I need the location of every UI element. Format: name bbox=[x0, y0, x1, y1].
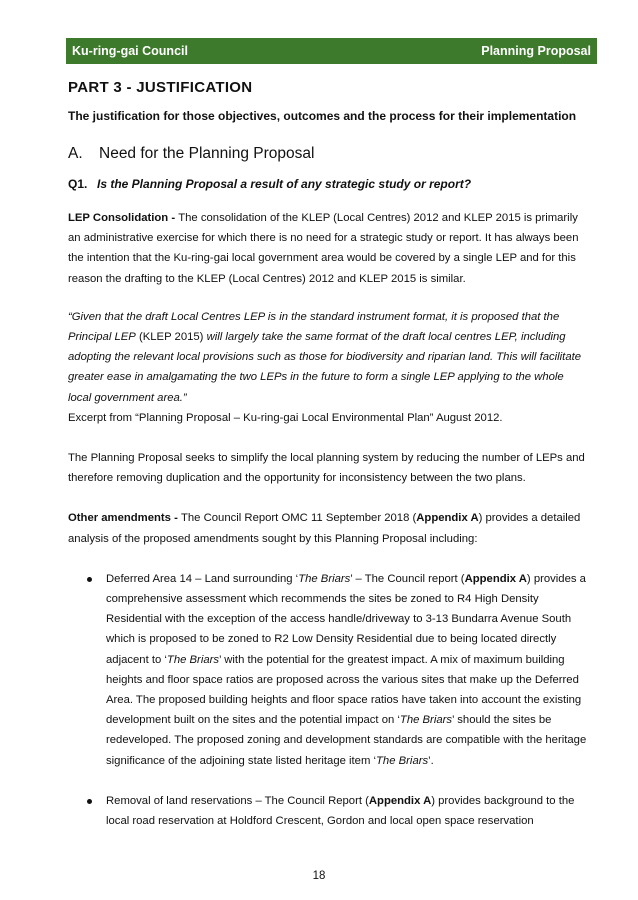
quote-paragraph bbox=[68, 307, 590, 428]
bullet-appendix: Appendix A bbox=[368, 794, 432, 807]
bullet-text: ) provides a comprehensive assessment which recommends the sites be zoned to R4 High Density Residential with the exception of the access handle/driveway to 3-13 Bundarra Avenue South which is proposed to be zoned to R2 Low Density Residential due to being located directly adjacent to ‘ bbox=[106, 572, 586, 666]
other-heading: Other amendments - bbox=[68, 512, 181, 525]
bullet-text: ) provides background to the local road reservation at Holdford Crescent, Gordon and local open space reservation bbox=[106, 794, 575, 828]
question-number: Q1. bbox=[68, 177, 88, 191]
list-item bbox=[68, 791, 590, 831]
header-council: Ku-ring-gai Council bbox=[72, 44, 188, 58]
page-content bbox=[68, 78, 590, 831]
bullet-text: ’ should the sites be redeveloped. The proposed zoning and development standards are compatible with the heritage significance of the adjoining state listed heritage item ‘ bbox=[106, 714, 587, 767]
amendments-list bbox=[68, 569, 590, 831]
bullet-text: Removal of land reservations – The Council Report ( bbox=[106, 794, 369, 807]
bullet-appendix: Appendix A bbox=[464, 572, 527, 585]
bullet-italic: The Briars bbox=[298, 572, 351, 585]
bullet-italic: The Briars bbox=[399, 714, 453, 727]
question-text: Is the Planning Proposal a result of any strategic study or report? bbox=[97, 177, 472, 191]
question-heading bbox=[68, 176, 590, 192]
bullet-italic: The Briars bbox=[166, 653, 220, 666]
quote-part-1: “Given that the draft Local Centres LEP is in the standard instrument format, it is proposed that the Principal LEP bbox=[68, 310, 560, 344]
quote-part-2: (KLEP 2015) bbox=[135, 331, 207, 344]
list-item bbox=[68, 569, 590, 771]
lep-heading: LEP Consolidation - bbox=[68, 212, 179, 224]
bullet-text: ’ – The Council report ( bbox=[350, 572, 465, 585]
bullet-italic: The Briars bbox=[376, 754, 429, 767]
lep-body: The consolidation of the KLEP (Local Centres) 2012 and KLEP 2015 is primarily an administrative exercise for which there is no need for a strategic study or report. It has always been the intention that the Ku-ring-gai local government area would be covered by a single LEP and for this reason the drafting to the KLEP (Local Centres) 2012 and KLEP 2015 is similar. bbox=[68, 212, 579, 285]
page-header bbox=[66, 38, 597, 64]
page-number: 18 bbox=[312, 870, 326, 882]
other-amendments-paragraph bbox=[68, 508, 590, 548]
other-post: ) provides a detailed analysis of the proposed amendments sought by this Planning Proposal including: bbox=[68, 512, 581, 545]
quote-source: Excerpt from “Planning Proposal – Ku-ring-gai Local Environmental Plan” August 2012. bbox=[68, 411, 503, 424]
bullet-text: ’. bbox=[428, 754, 434, 767]
bullet-text: Deferred Area 14 – Land surrounding ‘ bbox=[106, 572, 299, 585]
section-letter: A. bbox=[68, 145, 83, 162]
bullet-icon bbox=[87, 577, 92, 582]
bullet-icon bbox=[87, 799, 92, 804]
lep-consolidation-paragraph bbox=[68, 208, 590, 289]
quote-part-3: will largely take the same format of the draft local centres LEP, including adopting the relevant local provisions such as those for biodiversity and riparian land. This will facilitate greater ease in amalgamating the two LEPs in the future to form a single LEP applying to the whole local government area.” bbox=[68, 331, 582, 404]
bullet-text: ’ with the potential for the greatest impact. A mix of maximum building heights and floor space ratios are proposed across the various sites that make up the Deferred Area. The proposed building heights and floor space ratios have taken into account the existing development built on the sites and the potential impact on ‘ bbox=[106, 653, 582, 727]
part-subtitle: The justification for those objectives, outcomes and the process for their implementation bbox=[68, 109, 577, 123]
other-appendix: Appendix A bbox=[416, 512, 479, 525]
other-pre: The Council Report OMC 11 September 2018 ( bbox=[181, 512, 417, 525]
part-title: PART 3 - JUSTIFICATION bbox=[68, 79, 253, 96]
header-doc-type: Planning Proposal bbox=[481, 44, 591, 58]
simplify-paragraph: The Planning Proposal seeks to simplify the local planning system by reducing the number of LEPs and therefore removing duplication and the opportunity for inconsistency between the two plans. bbox=[68, 452, 585, 485]
section-heading bbox=[68, 144, 590, 164]
section-title: Need for the Planning Proposal bbox=[99, 145, 315, 162]
